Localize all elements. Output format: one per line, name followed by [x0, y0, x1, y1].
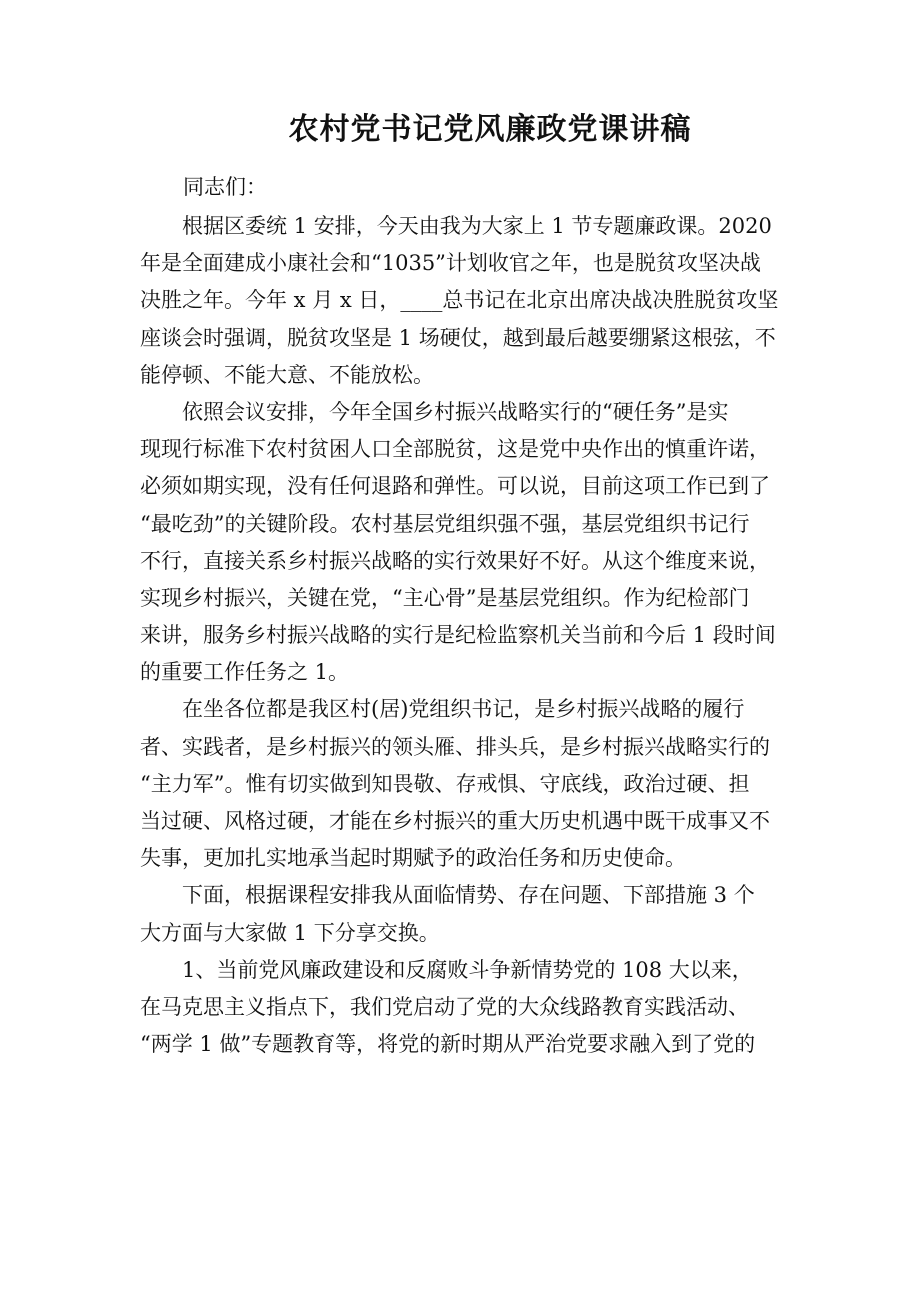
text-line: 下面，根据课程安排我从面临情势、存在问题、下部措施 3 个 [140, 883, 755, 908]
text-line: 大方面与大家做 1 下分享交换。 [140, 920, 440, 945]
text-line: 决胜之年。今年 x 月 x 日，____总书记在北京出席决战决胜脱贫攻坚 [140, 288, 779, 313]
document-title: 农村党书记党风廉政党课讲稿 [288, 112, 692, 147]
text-line: 必须如期实现，没有任何退路和弹性。可以说，目前这项工作已到了 [140, 474, 770, 499]
text-line: 根据区委统 1 安排，今天由我为大家上 1 节专题廉政课。2020 [140, 214, 772, 238]
text-line: 失事，更加扎实地承当起时期赋予的政治任务和历史使命。 [140, 846, 686, 871]
text-line: 来讲，服务乡村振兴战略的实行是纪检监察机关当前和今后 1 段时间 [140, 623, 776, 648]
text-line: 实现乡村振兴，关键在党，“主心骨”是基层党组织。作为纪检部门 [140, 585, 750, 610]
text-line: 现现行标准下农村贫困人口全部脱贫，这是党中央作出的慎重许诺， [140, 437, 770, 462]
text-line: 年是全面建成小康社会和“1035”计划收官之年，也是脱贫攻坚决战 [140, 251, 761, 276]
text-line: 的重要工作任务之 1。 [140, 660, 350, 685]
text-line: 依照会议安排，今年全国乡村振兴战略实行的“硬任务”是实 [140, 399, 729, 424]
text-line: 能停顿、不能大意、不能放松。 [140, 362, 434, 387]
text-line: “主力军”。惟有切实做到知畏敬、存戒惧、守底线，政治过硬、担 [140, 771, 750, 796]
text-line: “最吃劲”的关键阶段。农村基层党组织强不强，基层党组织书记行 [140, 511, 750, 536]
text-line: 座谈会时强调，脱贫攻坚是 1 场硬仗，越到最后越要绷紧这根弦，不 [140, 325, 776, 350]
text-line: “两学 1 做”专题教育等，将党的新时期从严治党要求融入到了党的 [140, 1032, 756, 1057]
text-line: 1、当前党风廉政建设和反腐败斗争新情势党的 108 大以来， [140, 957, 753, 982]
text-line: 不行，直接关系乡村振兴战略的实行效果好不好。从这个维度来说， [140, 548, 770, 573]
salutation: 同志们： [183, 175, 267, 199]
text-line: 当过硬、风格过硬，才能在乡村振兴的重大历史机遇中既干成事又不 [140, 809, 770, 833]
text-line: 在坐各位都是我区村(居)党组织书记，是乡村振兴战略的履行 [140, 697, 745, 722]
body-text [140, 208, 785, 1063]
text-line: 者、实践者，是乡村振兴的领头雁、排头兵，是乡村振兴战略实行的 [140, 734, 770, 759]
text-line: 在马克思主义指点下，我们党启动了党的大众线路教育实践活动、 [140, 994, 749, 1019]
